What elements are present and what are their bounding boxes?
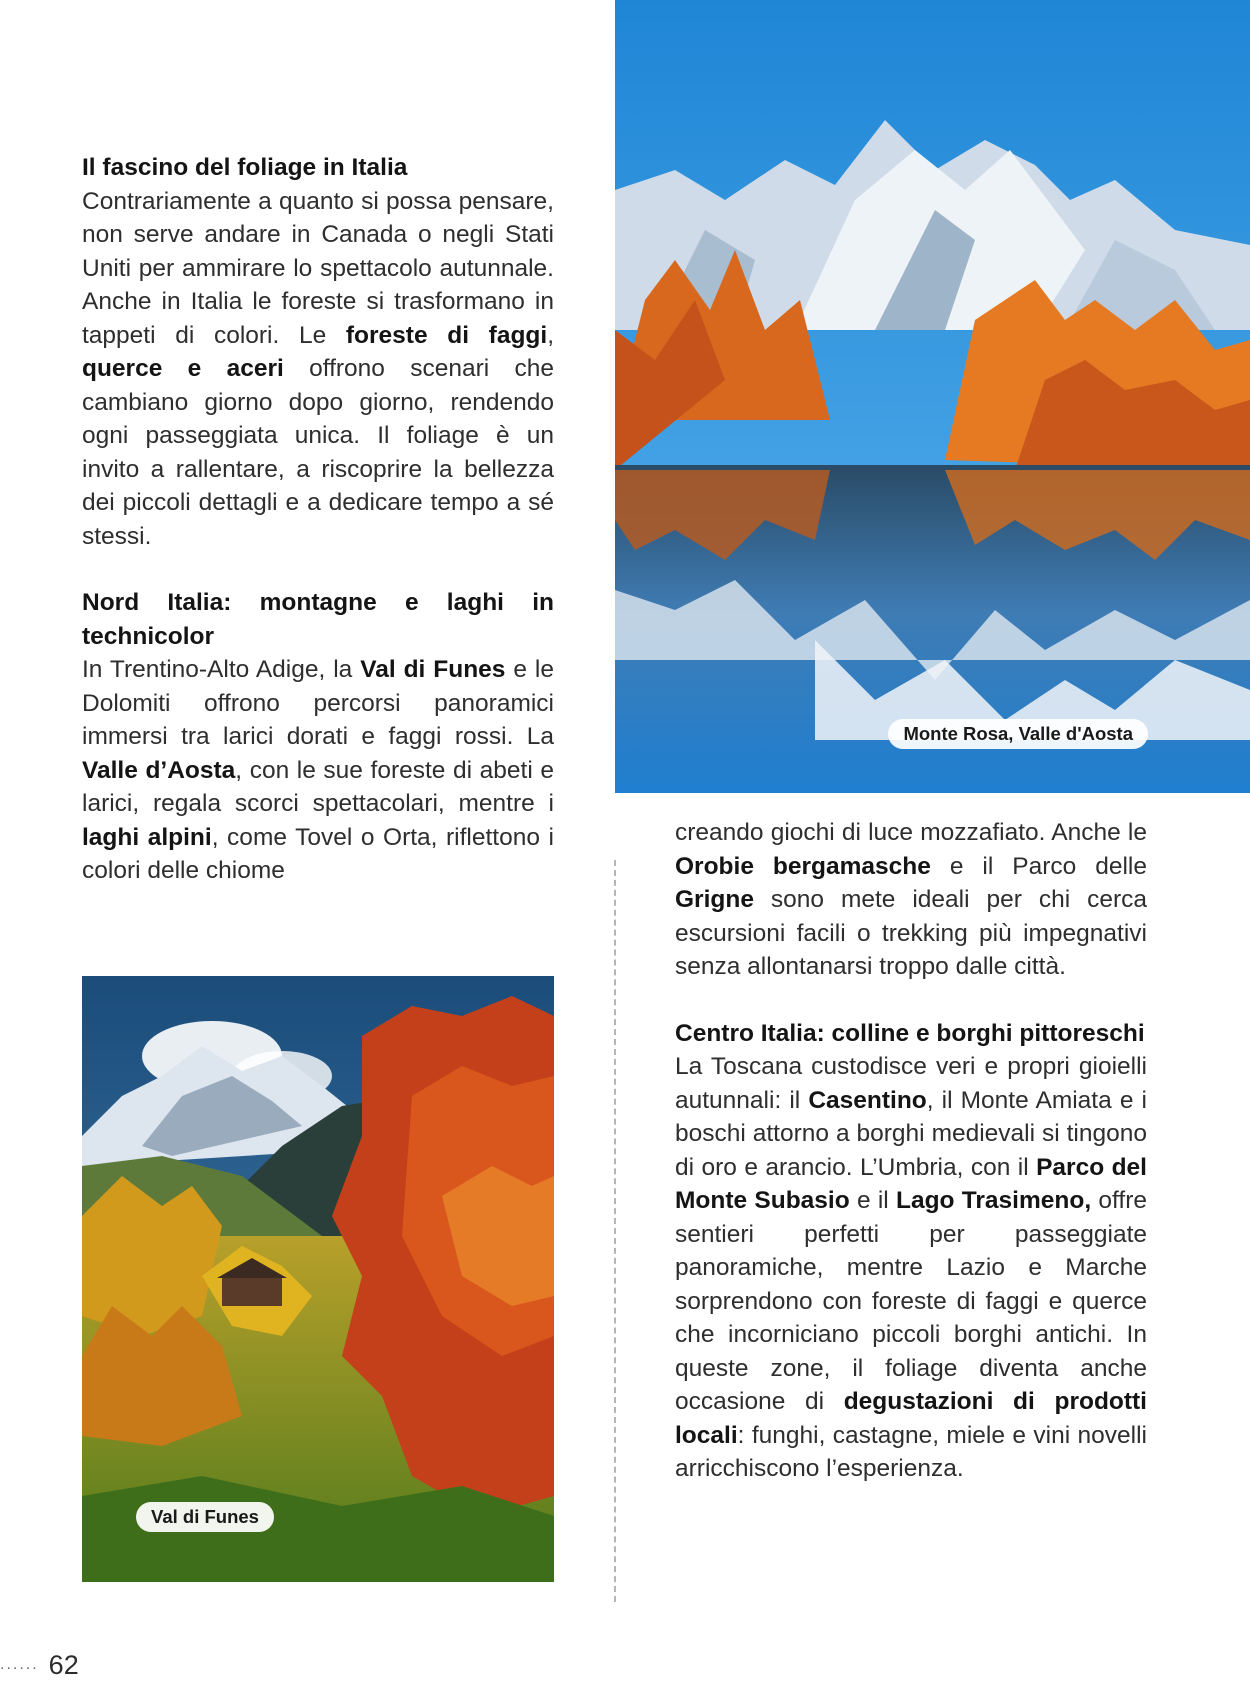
right-column	[675, 816, 1147, 1486]
photo-monte-rosa	[615, 0, 1250, 793]
section-title-nord: Nord Italia: montagne e laghi in technicolor	[82, 589, 554, 650]
footer-dots: ......	[0, 1656, 39, 1673]
mountain-lake-illustration	[615, 0, 1250, 793]
paragraph-nord: In Trentino-Alto Adige, la Val di Funes e le Dolomiti offrono percorsi panoramici immersi tra larici dorati e faggi rossi. La Valle d’Aosta, con le sue foreste di abeti e larici, regala scorci spettacolari, mentre i laghi alpini, come Tovel o Orta, riflettono i colori delle chiome	[82, 656, 555, 884]
paragraph-fascino: Contrariamente a quanto si possa pensare, non serve andare in Canada o negli Stati Uniti per ammirare lo spettacolo autunnale. Anche in Italia le foreste si trasformano in tappeti di colori. Le foreste di faggi, querce e aceri offrono scenari che cambiano giorno dopo giorno, rendendo ogni passeggiata unica. Il foliage è un invito a rallentare, a riscoprire la bellezza dei piccoli dettagli e a dedicare tempo a sé stessi.	[82, 187, 555, 550]
column-divider	[614, 860, 616, 1602]
photo-caption-monte-rosa: Monte Rosa, Valle d'Aosta	[888, 719, 1148, 749]
page-number: 62	[48, 1649, 79, 1680]
left-column	[82, 151, 554, 888]
section-title-fascino: Il fascino del foliage in Italia	[82, 154, 408, 181]
section-title-centro: Centro Italia: colline e borghi pittoreschi	[675, 1019, 1145, 1047]
photo-val-di-funes	[82, 976, 554, 1582]
autumn-valley-illustration	[82, 976, 554, 1582]
photo-caption-val-di-funes: Val di Funes	[136, 1502, 274, 1532]
page-footer	[0, 1650, 79, 1680]
paragraph-centro: La Toscana custodisce veri e propri gioielli autunnali: il Casentino, il Monte Amiata e i boschi attorno a borghi medievali si tingono di oro e arancio. L’Umbria, con il Parco del Monte Subasio e il Lago Trasimeno, offre sentieri perfetti per passeggiate panoramiche, mentre Lazio e Marche sorprendono con foreste di faggi e querce che incorniciano piccoli borghi antichi. In queste zone, il foliage diventa anche occasione di degustazioni di prodotti locali: funghi, castagne, miele e vini novelli arricchiscono l’esperienza.	[675, 1053, 1148, 1482]
paragraph-nord-continued: creando giochi di luce mozzafiato. Anche le Orobie bergamasche e il Parco delle Grigne sono mete ideali per chi cerca escursioni facili o trekking più impegnativi senza allontanarsi troppo dalle città.	[675, 819, 1147, 980]
